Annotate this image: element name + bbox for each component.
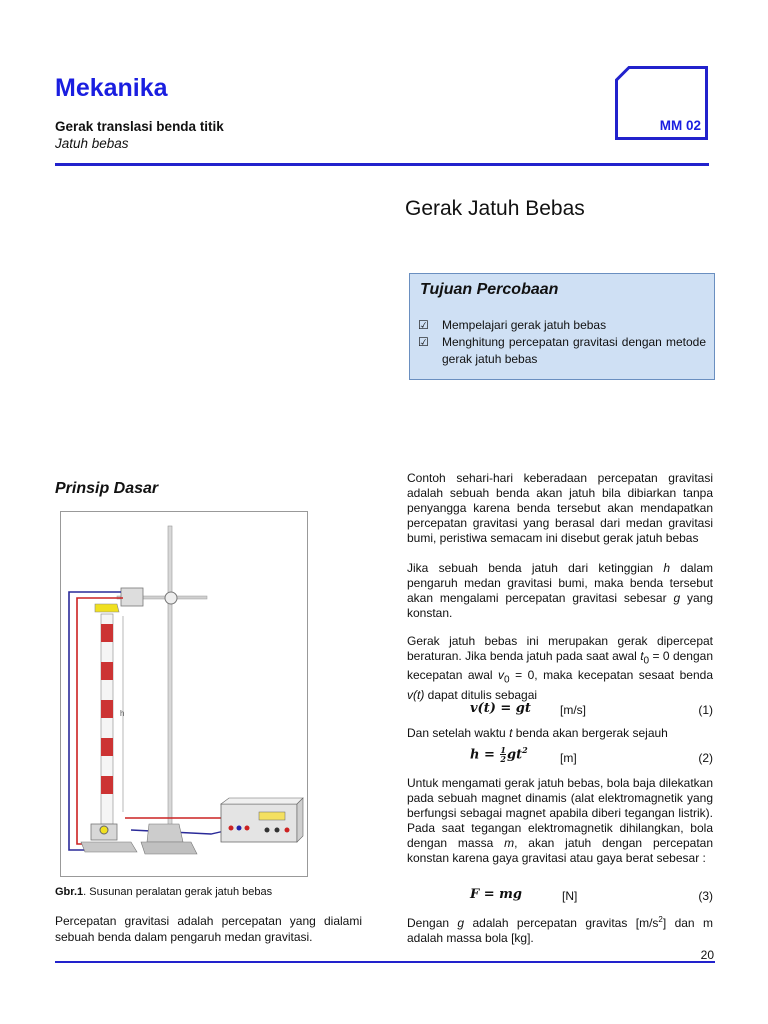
objectives-title: Tujuan Percobaan (420, 281, 559, 298)
apparatus-figure (60, 511, 308, 877)
paragraph: Jika sebuah benda jatuh dari ketinggian h dalam pengaruh medan gravitasi bumi, maka benda tersebut akan mengalami percepatan gravitasi sebesar g yang konstan. (407, 561, 714, 620)
equation-3: F = mg (470, 887, 523, 902)
header-divider (55, 163, 709, 166)
paragraph: Dengan g adalah percepatan gravitas $[m/s^2]$ dan m adalah massa bola [kg]. (407, 915, 713, 945)
page-title: Gerak Jatuh Bebas (405, 197, 585, 220)
objective-item (418, 334, 706, 368)
paragraph: Gerak jatuh bebas ini merupakan gerak dipercepat beraturan. Jika benda jatuh pada saat awal $t_0 = 0$ dengan kecepatan awal $v_0 = 0$, maka kecepatan sesaat benda v(t) dapat ditulis sebagai (407, 634, 713, 702)
paragraph: Dan setelah waktu t benda akan bergerak sejauh (407, 726, 668, 740)
footer-divider (55, 961, 715, 963)
equation-3-number: (3) (698, 889, 713, 903)
equation-2-number: (2) (698, 751, 713, 765)
objective-text: Menghitung percepatan gravitasi dengan metode gerak jatuh bebas (442, 335, 706, 366)
caption-text: . Susunan peralatan gerak jatuh bebas (83, 886, 273, 898)
equation-1-number: (1) (698, 703, 713, 717)
checkbox-checked-icon: ☑ (418, 318, 429, 332)
equation-1-unit: [m/s] (560, 703, 586, 717)
height-label: h (120, 709, 125, 718)
subject-title: Mekanika (55, 74, 168, 102)
module-code: MM 02 (659, 118, 701, 133)
equation-1: v(t) = gt (470, 701, 531, 716)
free-fall-apparatus-icon (61, 512, 307, 876)
course-title: Gerak translasi benda titik (55, 119, 224, 134)
objective-item (418, 317, 706, 334)
checkbox-checked-icon: ☑ (418, 335, 429, 349)
paragraph: Percepatan gravitasi adalah percepatan yang dialami sebuah benda dalam pengaruh medan gravitasi. (55, 914, 362, 944)
figure-caption (55, 886, 272, 898)
objectives-box (409, 273, 715, 380)
paragraph: Untuk mengamati gerak jatuh bebas, bola baja dilekatkan pada sebuah magnet dinamis (alat elektromagnetik yang berfungsi sebagai magnet apabila diberi tegangan listrik). Pada saat tegangan elektromagnetik dihilangkan, bola dengan massa m, akan jatuh dengan percepatan konstan karena gaya gravitasi atau gaya berat sebesar : (407, 776, 713, 865)
objective-text: Mempelajari gerak jatuh bebas (442, 318, 607, 332)
section-heading: Prinsip Dasar (55, 480, 159, 497)
paragraph: Contoh sehari-hari keberadaan percepatan gravitasi adalah sebuah benda akan jatuh bila dibiarkan tanpa penyangga karena benda tersebut akan mendapatkan percepatan gravitasi yang berasal dari medan gravitasi bumi, peristiwa semacam ini disebut gerak jatuh bebas (407, 471, 713, 545)
caption-label: Gbr.1 (55, 886, 84, 898)
equation-2-unit: [m] (560, 751, 577, 765)
page-number: 20 (700, 948, 714, 962)
equation-3-unit: [N] (562, 889, 578, 903)
equation-2: h = $\frac{1}{2}$ $gt^2$ (470, 745, 528, 765)
course-subtitle: Jatuh bebas (55, 136, 129, 151)
